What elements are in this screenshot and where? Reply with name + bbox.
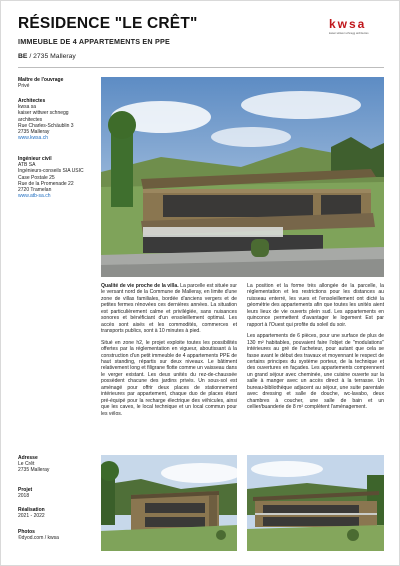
photos-credit: ©dyod.com / kwsa — [18, 535, 59, 542]
intro-text: La parcelle est située sur le versant nord de la Commune de Malleray, en limite d'une zone de villas familiales, bordée d'anciens vergers et de petites fermes rénovées ces dernières années. La situation est particulièrement calme et privilégiée, sans nuisances sonores et bénéficiant d'un ensoleillement optimal. Les accès sont aisés et les commodités, commerces et transports publics, sont à 10 minutes à pied. — [101, 283, 237, 335]
architects-line: 2735 Malleray — [18, 129, 50, 136]
engineer-line: Rue de la Promenade 22 — [18, 180, 74, 187]
building-terrace-photo — [247, 455, 384, 551]
intro-lead: Qualité de vie proche de la villa. — [101, 283, 179, 289]
engineer-block — [18, 156, 94, 199]
building-side-photo — [101, 455, 237, 551]
address-block — [18, 455, 94, 474]
body-column-left — [101, 283, 237, 422]
page-subtitle: IMMEUBLE DE 4 APPARTEMENTS EN PPE — [18, 37, 170, 46]
body-paragraph — [101, 283, 237, 335]
body-paragraph: Les appartements de 6 pièces, pour une surface de plus de 130 m² habitables, pouvaient faire l'objet de "modulations" intérieures au gré de l'acheteur, pour autant que cela se fasse avant le début des travaux et moyennant le respect de certains principes du système porteur, de la technique et des ouvertures en façades. Les appartements comprennent un grand séjour avec cheminée, une cuisine ouverte sur la salle à manger avec un accès direct à la terrasse. Un bureau-bibliothèque adjacent au séjour, une suite parentale avec dressing et salle de douche, wc-lavabo, deux chambres à coucher, une salle de bain et un cellier/buanderie de 8 m² complètent l'aménagement. — [247, 333, 384, 411]
main-building-photo — [101, 77, 384, 277]
body-column-right — [247, 283, 384, 416]
header-divider — [18, 67, 384, 68]
architects-block — [18, 98, 94, 141]
architects-website-link[interactable]: www.kwsa.ch — [18, 135, 49, 142]
body-paragraph: La position et la forme très allongée de la parcelle, la réglementation et les restrictions pour les distances au ruisseau enterré, les vues et l'ensoleillement ont dicté la géométrie des appartements afin que toutes les unités aient leurs lieux de vie ouverts plein sud. Les appartements en quinconce permettent d'avantager le logement Est par rapport à l'Ouest qui profite du soleil du soir. — [247, 283, 384, 328]
architects-label: Architectes — [18, 98, 46, 104]
project-value: 2018 — [18, 493, 30, 500]
owner-block — [18, 77, 94, 89]
realisation-value: 2021 - 2022 — [18, 513, 45, 520]
engineer-line: Case Postale 25 — [18, 174, 55, 181]
owner-value: Privé — [18, 83, 30, 90]
engineer-line: Ingénieurs-conseils SIA USIC — [18, 168, 84, 175]
owner-label: Maître de l'ouvrage — [18, 77, 64, 83]
logo-tagline: kaiser wittwer schnegg architectes — [329, 32, 369, 35]
address-label: Adresse — [18, 455, 38, 461]
engineer-line: ATB SA — [18, 162, 36, 169]
realisation-block — [18, 507, 94, 519]
address-line: Le Crêt — [18, 461, 35, 468]
engineer-website-link[interactable]: www.atb-sa.ch — [18, 193, 51, 200]
address-line: 2735 Malleray — [18, 467, 50, 474]
page-title: RÉSIDENCE "LE CRÊT" — [18, 15, 198, 32]
engineer-label: Ingénieur civil — [18, 156, 52, 162]
body-paragraph: Situé en zone h2, le projet exploite toutes les possibilités offertes par la réglementation en vigueur, aboutissant à la construction d'un petit immeuble de 4 appartements PPE de haut standing, répartis sur deux niveaux. Le bâtiment relativement long et filigrane flotte comme un vaisseau dans le verger existant. Les deux unités du rez-de-chaussée possèdent chacune des jardins privés. Un sous-sol est aménagé pour offrir deux places de stationnement intérieures par appartement, chaque duo de places étant pré-équipé pour la recharge électrique des véhicules, ainsi que les caves, le local technique et un local commun pour les vélos. — [101, 339, 237, 417]
photos-label: Photos — [18, 529, 35, 535]
kwsa-logo — [329, 18, 389, 35]
location-text: / 2735 Malleray — [27, 53, 76, 60]
project-label: Projet — [18, 487, 33, 493]
project-year-block — [18, 487, 94, 499]
architects-line: Rue Charles-Schäublin 3 — [18, 122, 74, 129]
architects-line: kwsa sa — [18, 104, 37, 111]
logo-wordmark: kwsa — [329, 17, 367, 31]
photos-credit-block — [18, 529, 94, 541]
realisation-label: Réalisation — [18, 507, 45, 513]
architects-line: architectes — [18, 116, 43, 123]
project-location — [18, 53, 76, 60]
architects-line: kaiser wittwer schnegg — [18, 110, 69, 117]
engineer-line: 2720 Tramelan — [18, 187, 52, 194]
canton-code: BE — [18, 53, 28, 60]
